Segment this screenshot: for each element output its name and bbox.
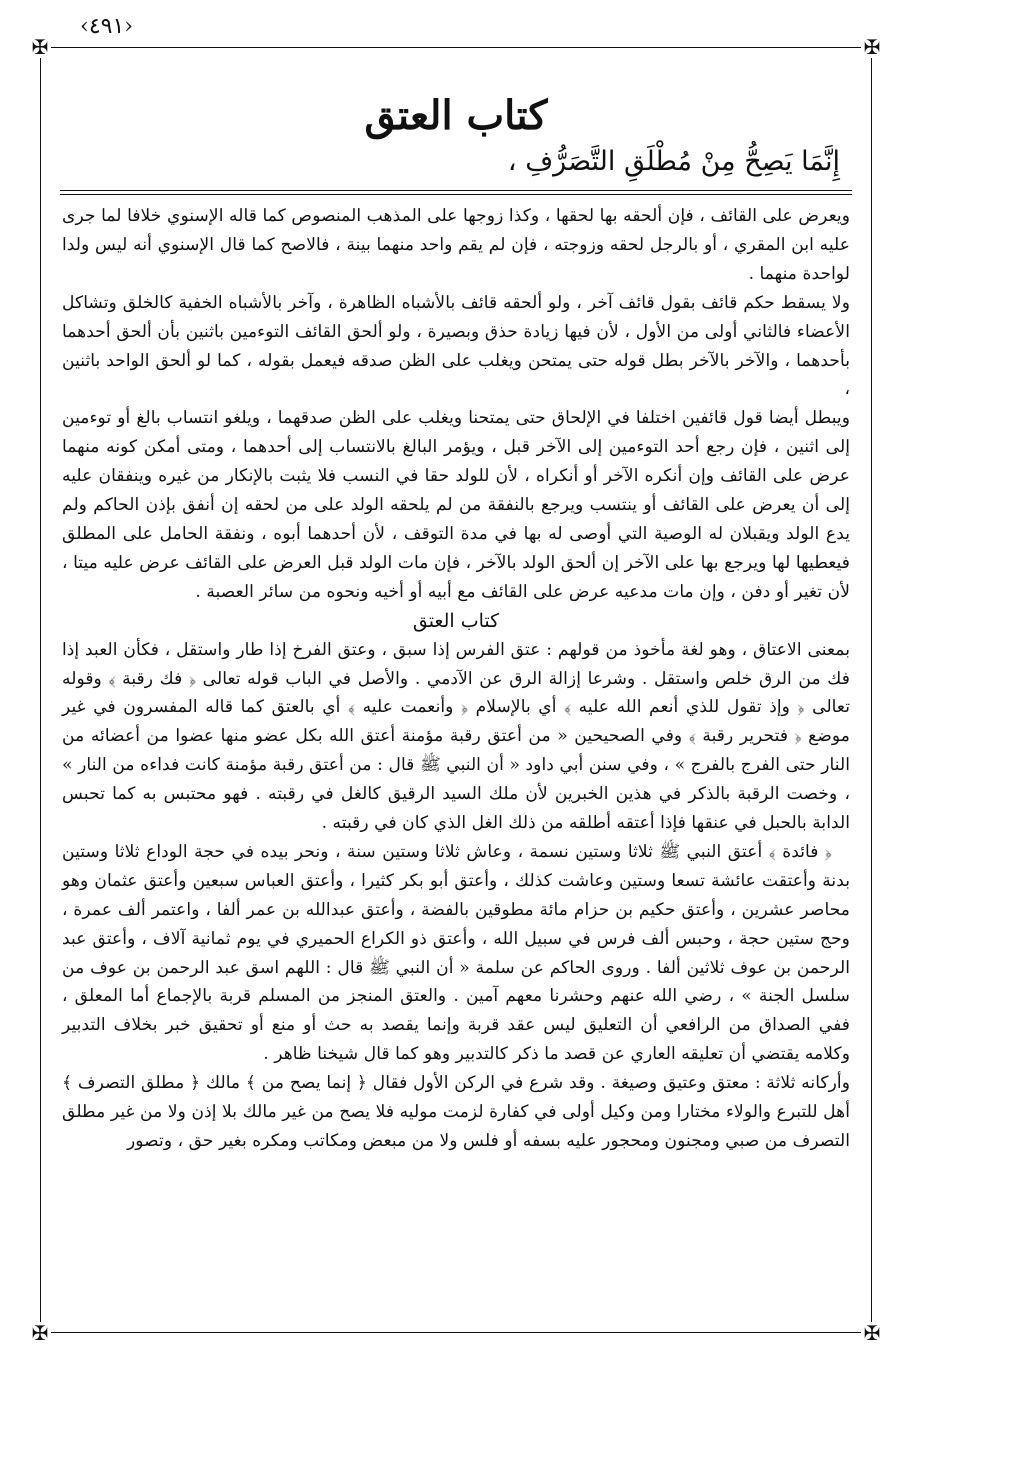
commentary-paragraph: ﴿ فائدة ﴾ أعتق النبي ﷺ ثلاثا وستين نسمة ، وعاش ثلاثا وستين سنة ، ونحر بيده في حجة الوداع ثلاثا وستين بدنة وأعتقت عائشة تسعا وستين وعاشت كذلك ، وأعتق أبو بكر كثيرا ، وأعتق العباس سبعين وأعتق عثمان وهو محاصر عشرين ، وأعتق حكيم بن حزام مائة مطوقين بالفضة ، وأعتق عبدالله بن عمر ألفا ، واعتمر ألف عمرة ، وحج ستين حجة ، وحبس ألف فرس في سبيل الله ، وأعتق ذو الكراع الحميري في يوم ثمانية آلاف ، وأعتق عبد الرحمن بن عوف ثلاثين ألفا . وروى الحاكم عن سلمة « أن النبي ﷺ قال : اللهم اسق عبد الرحمن بن عوف من سلسل الجنة » ، رضي الله عنهم وحشرنا معهم آمين . والعتق المنجز من المسلم قربة بالإجماع أما المعلق ، ففي الصداق من الرافعي أن التعليق ليس عقد قربة وإنما يقصد به حث أو منع أو تحقيق خبر بخلاف التدبير وكلامه يقتضي أن تعليقه العاري عن قصد ما ذكر كالتدبير وهو كما قال شيخنا ظاهر . [62, 841, 850, 1065]
section-heading: كتاب العتق [412, 609, 500, 632]
corner-ornament-icon: ✠ [861, 1322, 883, 1344]
commentary-paragraph: ولا يسقط حكم قائف بقول قائف آخر ، ولو ألحقه قائف بالأشباه الظاهرة ، وآخر بالأشباه الخفية كالخلق وتشاكل الأعضاء فالثاني أولى من الأول ، لأن فيها زيادة حذق وبصيرة ، ولو ألحق القائف التوءمين باثنين بأن ألحق أحدهما بأحدهما ، والآخر بالآخر بطل قوله حتى يمتحن ويغلب على الظن صدقه فيعمل بقوله ، كما لو ألحق الواحد باثنين ، [62, 292, 850, 400]
commentary-body [62, 202, 850, 1156]
divider-rule [60, 190, 852, 191]
corner-ornament-icon: ✠ [29, 36, 51, 58]
matn-text: إِنَّمَا يَصِحُّ مِنْ مُطْلَقِ التَّصَرُّفِ ، [507, 146, 840, 177]
commentary-paragraph: ويعرض على القائف ، فإن ألحقه بها لحقها ، وكذا زوجها على المذهب المنصوص كما قاله الإسنوي خلافا لما جرى عليه ابن المقري ، أو بالرجل لحقه وزوجته ، فإن لم يقم واحد منهما بينة ، فالاصح كما قال الإسنوي أنه ليس ولدا لواحدة منهما . [62, 206, 850, 284]
corner-ornament-icon: ✠ [29, 1322, 51, 1344]
commentary-paragraph: بمعنى الاعتاق ، وهو لغة مأخوذ من قولهم : عتق الفرس إذا سبق ، وعتق الفرخ إذا طار واستقل ، فكأن العبد إذا فك من الرق خلص واستقل . وشرعا إزالة الرق عن الآدمي . والأصل في الباب قوله تعالى ﴿ فك رقبة ﴾ وقوله تعالى ﴿ وإذ تقول للذي أنعم الله عليه ﴾ أي بالإسلام ﴿ وأنعمت عليه ﴾ أي بالعتق كما قاله المفسرون في غير موضع ﴿ فتحرير رقبة ﴾ وفي الصحيحين « من أعتق رقبة مؤمنة أعتق الله بكل عضو منها عضوا من أعضائه من النار حتى الفرج بالفرج » ، وفي سنن أبي داود « أن النبي ﷺ قال : من أعتق رقبة مؤمنة كانت فداءه من النار » ، وخصت الرقبة بالذكر في هذين الخبرين لأن ملك السيد الرقيق كالغل في رقبته . فهو محتبس به كما تحبس الدابة بالحبل في عنقها فإذا أعتقه أطلقه من ذلك الغل الذي كان في رقبته . [62, 639, 850, 834]
divider-rule [60, 194, 852, 195]
commentary-paragraph: وأركانه ثلاثة : معتق وعتيق وصيغة . وقد شرع في الركن الأول فقال ﴿ إنما يصح من ﴾ مالك ﴿ مطلق التصرف ﴾ أهل للتبرع والولاء مختارا ومن وكيل أولى في كفارة لزمت موليه فلا يصح من غير مالك بلا إذن ولا من غير مطلق التصرف من صبي ومجنون ومحجور عليه بسفه أو فلس ولا من مبعض ومكاتب ومكره بغير حق ، وتصور [62, 1073, 850, 1151]
corner-ornament-icon: ✠ [861, 36, 883, 58]
page-number: ‹٤٩١› [80, 14, 134, 39]
commentary-paragraph: ويبطل أيضا قول قائفين اختلفا في الإلحاق حتى يمتحنا ويغلب على الظن صدقهما ، ويلغو انتساب بالغ أو توءمين إلى اثنين ، فإن رجع أحد التوءمين إلى الآخر قبل ، ويؤمر البالغ بالانتساب إلى أحدهما ، ومتى أمكن كونه منهما عرض على القائف وإن أنكره الآخر أو أنكراه ، لأن للولد حقا في النسب فلا يثبت بالإنكار من غيره وينفقان عليه إلى أن يعرض على القائف أو ينتسب ويرجع بالنفقة من لم يلحقه الولد على من لحقه إن أنفق بإذن الحاكم ولم يدع الولد ويقبلان له الوصية التي أوصى له بها في مدة التوقف ، لأن أحدهما أبوه ، ونفقة الحامل على المطلق فيعطيها لها ويرجع بها على الآخر إن ألحق الولد بالآخر ، فإن مات الولد قبل العرض على القائف عرض عليه ميتا ، لأن تغير أو دفن ، وإن مات مدعيه عرض على القائف مع أبيه أو أخيه ونحوه من سائر العصبة . [62, 408, 850, 602]
chapter-title: كتاب العتق [364, 92, 548, 139]
